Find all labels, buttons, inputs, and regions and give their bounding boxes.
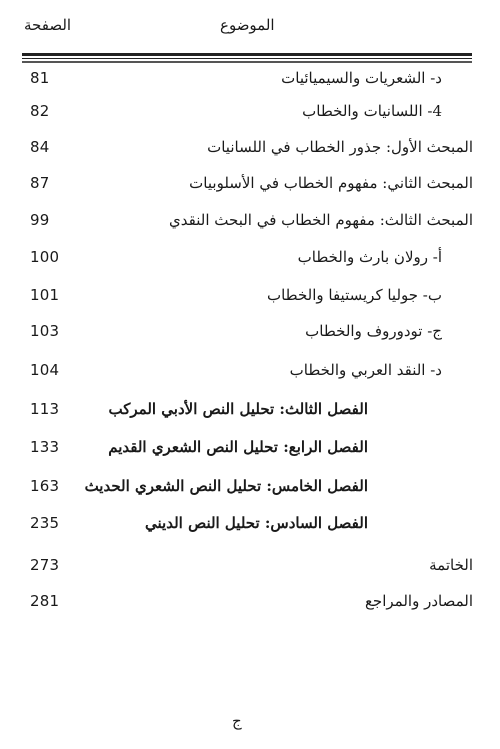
toc-page-number: 87 bbox=[30, 174, 50, 192]
toc-entry bbox=[0, 243, 500, 271]
toc-title: د- النقد العربي والخطاب bbox=[289, 361, 442, 379]
table-of-contents bbox=[0, 60, 500, 620]
toc-entry bbox=[0, 472, 500, 500]
toc-header bbox=[0, 12, 500, 42]
page-footer-letter: ج bbox=[232, 712, 242, 730]
toc-title: ب- جوليا كريستيفا والخطاب bbox=[266, 286, 442, 304]
topic-column-heading: الموضوع bbox=[220, 16, 275, 34]
toc-entry bbox=[0, 587, 500, 615]
toc-page-number: 133 bbox=[30, 438, 60, 456]
toc-entry bbox=[0, 551, 500, 579]
toc-title: المبحث الأول: جذور الخطاب في اللسانيات bbox=[207, 138, 473, 156]
toc-entry bbox=[0, 433, 500, 461]
header-rule-thin bbox=[22, 58, 472, 59]
toc-page-number: 281 bbox=[30, 592, 60, 610]
toc-title: أ- رولان بارث والخطاب bbox=[297, 248, 442, 266]
toc-title: الفصل السادس: تحليل النص الديني bbox=[145, 514, 368, 532]
toc-entry bbox=[0, 509, 500, 537]
toc-entry bbox=[0, 206, 500, 234]
toc-title: المصادر والمراجع bbox=[364, 592, 473, 610]
toc-title: د- الشعريات والسيميائيات bbox=[281, 69, 442, 87]
toc-page-number: 104 bbox=[30, 361, 60, 379]
toc-entry bbox=[0, 395, 500, 423]
toc-page-number: 113 bbox=[30, 400, 60, 418]
toc-entry bbox=[0, 97, 500, 125]
toc-entry bbox=[0, 64, 500, 92]
toc-page-number: 163 bbox=[30, 477, 60, 495]
toc-page-number: 100 bbox=[30, 248, 60, 266]
toc-title: الفصل الثالث: تحليل النص الأدبي المركب bbox=[108, 400, 368, 418]
toc-title: المبحث الثالث: مفهوم الخطاب في البحث النقدي bbox=[169, 211, 473, 229]
toc-entry bbox=[0, 169, 500, 197]
toc-page-number: 103 bbox=[30, 322, 60, 340]
toc-title: 4- اللسانيات والخطاب bbox=[302, 102, 442, 120]
toc-entry bbox=[0, 356, 500, 384]
toc-page-number: 84 bbox=[30, 138, 50, 156]
toc-page-number: 273 bbox=[30, 556, 60, 574]
toc-page-number: 101 bbox=[30, 286, 60, 304]
toc-title: الخاتمة bbox=[429, 556, 473, 574]
toc-title: ج- تودوروف والخطاب bbox=[305, 322, 442, 340]
toc-title: الفصل الرابع: تحليل النص الشعري القديم bbox=[108, 438, 368, 456]
toc-page-number: 99 bbox=[30, 211, 50, 229]
header-rule-thick bbox=[22, 53, 472, 56]
toc-entry bbox=[0, 133, 500, 161]
toc-entry bbox=[0, 317, 500, 345]
toc-entry bbox=[0, 281, 500, 309]
page-column-heading: الصفحة bbox=[24, 16, 72, 34]
toc-title: المبحث الثاني: مفهوم الخطاب في الأسلوبيات bbox=[189, 174, 473, 192]
toc-page-number: 81 bbox=[30, 69, 50, 87]
toc-title: الفصل الخامس: تحليل النص الشعري الحديث bbox=[84, 477, 368, 495]
toc-page-number: 235 bbox=[30, 514, 60, 532]
toc-page-number: 82 bbox=[30, 102, 50, 120]
